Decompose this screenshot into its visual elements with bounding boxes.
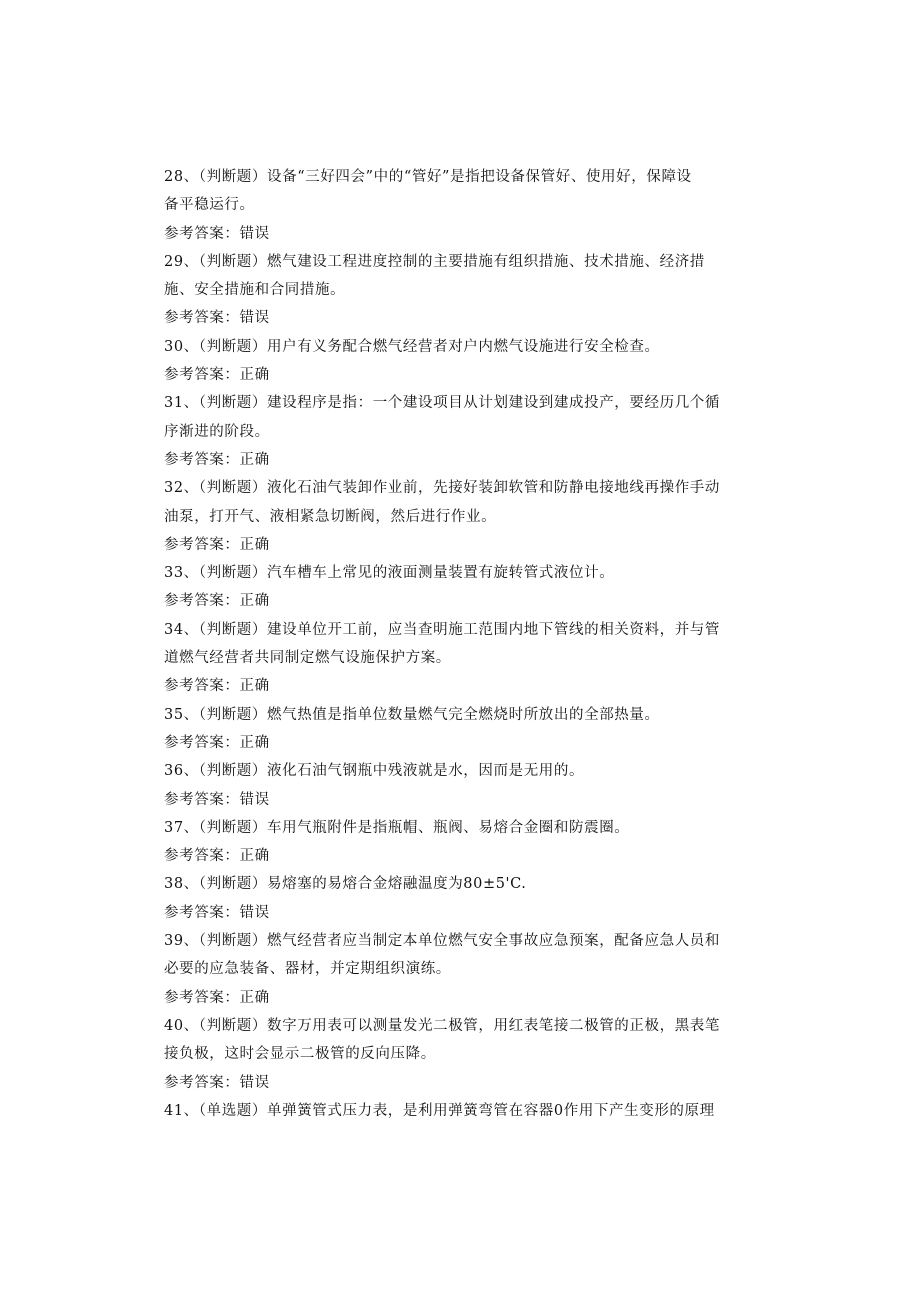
text-line: 34、（判断题）建设单位开工前，应当查明施工范围内地下管线的相关资料，并与管 <box>164 621 720 638</box>
text-line: 30、（判断题）用户有义务配合燃气经营者对户内燃气设施进行安全检查。 <box>164 338 660 355</box>
answer-line: 参考答案：错误 <box>164 904 270 921</box>
text-line: 39、（判断题）燃气经营者应当制定本单位燃气安全事故应急预案，配备应急人员和 <box>164 933 720 950</box>
answer-line: 参考答案：正确 <box>164 367 270 384</box>
text-line: 序渐进的阶段。 <box>164 423 270 440</box>
text-line: 33、（判断题）汽车槽车上常见的液面测量装置有旋转管式液位计。 <box>164 565 615 582</box>
answer-line: 参考答案：错误 <box>164 1074 270 1091</box>
answer-line: 参考答案：正确 <box>164 593 270 610</box>
text-line: 37、（判断题）车用气瓶附件是指瓶帽、瓶阀、易熔合金圈和防震圈。 <box>164 819 630 836</box>
text-line: 36、（判断题）液化石油气钢瓶中残液就是水，因而是无用的。 <box>164 763 585 780</box>
answer-line: 参考答案：错误 <box>164 310 270 327</box>
text-line: 施、安全措施和合同措施。 <box>164 282 346 299</box>
answer-line: 参考答案：正确 <box>164 451 270 468</box>
text-line: 油泵，打开气、液相紧急切断阀，然后进行作业。 <box>164 508 497 525</box>
answer-line: 参考答案：正确 <box>164 678 270 695</box>
answer-line: 参考答案：正确 <box>164 734 270 751</box>
text-line: 接负极，这时会显示二极管的反向压降。 <box>164 1046 436 1063</box>
answer-line: 参考答案：正确 <box>164 536 270 553</box>
text-line: 28、（判断题）设备“三好四会”中的“管好”是指把设备保管好、使用好，保障设 <box>164 169 692 185</box>
answer-line: 参考答案：正确 <box>164 848 270 865</box>
text-line: 41、（单选题）单弹簧管式压力表，是利用弹簧弯管在容器0作用下产生变形的原理 <box>164 1102 715 1119</box>
text-line: 32、（判断题）液化石油气装卸作业前，先接好装卸软管和防静电接地线再操作手动 <box>164 480 720 497</box>
text-line: 40、（判断题）数字万用表可以测量发光二极管，用红表笔接二极管的正极，黑表笔 <box>164 1017 720 1034</box>
answer-line: 参考答案：错误 <box>164 791 270 808</box>
text-line: 道燃气经营者共同制定燃气设施保护方案。 <box>164 650 451 667</box>
answer-line: 参考答案：错误 <box>164 225 270 242</box>
text-line: 备平稳运行。 <box>164 197 255 214</box>
text-line: 38、（判断题）易熔塞的易熔合金熔融温度为80±5'C. <box>164 876 527 893</box>
text-line: 29、（判断题）燃气建设工程进度控制的主要措施有组织措施、技术措施、经济措 <box>164 253 705 270</box>
document-page <box>164 163 740 1125</box>
answer-line: 参考答案：正确 <box>164 989 270 1006</box>
text-line: 31、（判断题）建设程序是指：一个建设项目从计划建设到建成投产，要经历几个循 <box>164 395 720 412</box>
text-line: 必要的应急装备、器材，并定期组织演练。 <box>164 961 451 978</box>
text-line: 35、（判断题）燃气热值是指单位数量燃气完全燃烧时所放出的全部热量。 <box>164 706 660 723</box>
